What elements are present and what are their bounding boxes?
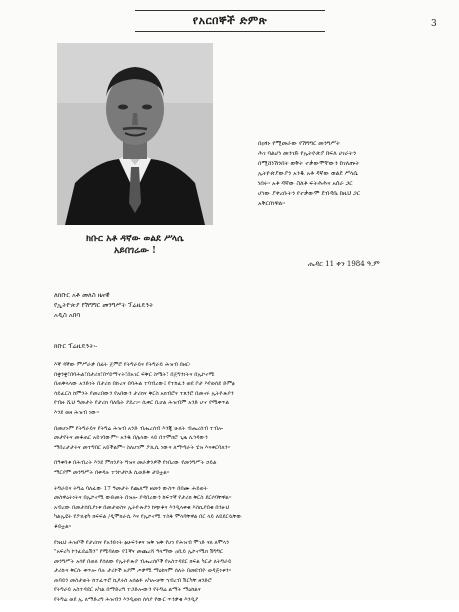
paragraph-line: ማበረታታትና መተግበር አይችልም። ስለሆነም ፖሊሲ ነውና ለማጣራት ሂዝ እናቀርባለን። xyxy=(54,444,231,451)
caption-name: ክቡር አቶ ዳኛው ወልደ ሥላሴ xyxy=(86,234,184,244)
address-line: ለክቡር አቶ መለስ ዜናዊ xyxy=(54,291,110,299)
paragraph-line: በመሆኑም የትግራይና የትግሬ ሕዝብ አንድ ብሔረሰብ እንጂ ሁለት ብሔረሰብ ተብሎ xyxy=(54,425,224,432)
paragraph-line: ቆይቷል። xyxy=(54,523,72,530)
intro-note xyxy=(258,139,448,209)
intro-note-line: ነበሩ። አቶ ዳኛው ስለቶ ፍትሕሕና አሰራ ጋር xyxy=(258,180,353,187)
portrait-photo xyxy=(57,43,213,225)
paragraph-line: መታየትና መቆጠር አይገባውም። አንዱ በሌላው ላይ በተሞክሮ ጊዜ ሊጎዳውን xyxy=(54,435,208,442)
paragraph xyxy=(54,539,436,606)
paragraph xyxy=(54,425,436,454)
paragraph-line: ጠባይን መስታወት ከተፈጥሮ ኬዶሩሰ አሰልፉ አካሎቻቸ ኅብረብ ሽርካቸ ዘንድሮ xyxy=(54,577,212,584)
paragraph-line: አብረው በመታሰቢያነቱ በመታወስና ኢትዮጵያን ከጭቆና እንዲላቀቁ እስኪያበቁ በንፁህ xyxy=(54,504,230,511)
paragraph-line: ታሪኩና ቅርሱ ቀጥሎ ባሉ ታሪኮች አያም ጦቃሚ ማዕከናም ሰለት በመደብዮ ወዳጅነቱን። xyxy=(54,568,232,575)
paragraph-line: ማርያም መንግሥት በቀዳሉ ተንኮታኮቶ ሲወድቅ ታይቷል። xyxy=(54,469,170,476)
paragraph-line: "አፍሪካ ኮንፈደሬሽን" የሚባለው የ1ኛና መጨረሻ ዓላማው ዐቢይ ኢኮኖሚክ ሽግግር xyxy=(54,549,224,556)
paragraph-line: በዓቀባቱ በሕብረት እንደ ምክንያት ግዝና መራቃንዎች የነበረው የመንግሥት ኃይል xyxy=(54,460,217,467)
caption-tagline: አይበገሬው ! xyxy=(114,246,156,256)
intro-note-line: ኢትዮጵያውያን አንዱ አቶ ዳኛው ወልደ ሥላሴ xyxy=(258,170,358,177)
paragraph-line: እንደ ወዘ ሕዝብ ነው። xyxy=(54,409,100,416)
paragraph-line: ካልኢዩት የፖለቲካ ክፍፍል /ዲሞክራሲ እና የኢኮኖሚ ተስፋ ሞላባቸዋል በር ላይ ለይደርሷቸው xyxy=(54,514,242,521)
address-line: የኢትዮጵያ የሽግግር መንግሥት ፕሬዚዴንት xyxy=(54,301,154,309)
letter-body xyxy=(54,361,436,612)
paragraph-line: በጠቅላላው አንድነት በታሪክ በኩረና በባሕል ተባብረው፤ የተከፈን ወደ ቦታ እየወሰደ ድምፅ xyxy=(54,381,235,388)
recipient-address xyxy=(54,290,153,320)
letter-date: ሔዳር 11 ቀን 1984 ዓ.ም xyxy=(308,260,380,268)
photo-caption xyxy=(60,233,210,257)
paragraph-line: የነዚህ ሕዝቦች የታሪክና የአንድነት ፅሁፍንቱና ዝቅ ዝቅ የሆነ የሕዝብ ሞገድ ናለ ለሞላን xyxy=(54,539,230,546)
intro-note-line: ሆነው ያቀረቡትን የተቃውሞ ደብዳቤ ከዚህ ጋር xyxy=(258,190,361,197)
paragraph-line: ትግራይና ትግሬ ባለፈው 17 ዓመታት የጨለማ ዘመን ውስጥ በበሙ ሕይወት xyxy=(54,485,208,492)
intro-note-line: አቅርበነዋል። xyxy=(258,200,286,207)
paragraph-line: የትግራይ አስተዳደር አካል በማድረግ ተጋድሎውን የትግሬ ልማት ማዕከልና xyxy=(54,587,201,594)
paragraph xyxy=(54,485,436,533)
salutation: ክቡር ፕሬዚዴንት፡- xyxy=(54,342,98,350)
address-line: አዲስ አበባ xyxy=(54,311,81,319)
newspaper-title: የአርበኞች ድምጽ xyxy=(135,10,325,32)
paragraph xyxy=(54,361,436,419)
portrait-image xyxy=(57,43,213,225)
intro-note-line: በሚሸነሽንበት ወቅት ተቃውሞቸውን ከገለጡት xyxy=(258,160,360,167)
page-number: 3 xyxy=(431,19,437,29)
paragraph-line: በቋንቋ፣በባሕል፣በታሪክ፣በሃይማኖት፣በአገር ፍቅር ስሜት፣ በጀግንነትና በኢኮኖሚ xyxy=(54,371,215,378)
paragraph-line: መስዋዕትነትና በኢኮኖሚ ውድመት በዝሎ ያዳበረውን ከፍተኛ የታሪክ ቅርስ ደርሶባቸዋል። xyxy=(54,495,232,502)
intro-note-line: ሕገ ባልሆነ መንገድ የኢትዮጵያ ክፍለ ሀገራትን xyxy=(258,150,357,157)
paragraph xyxy=(54,459,436,478)
paragraph-line: መንግሥት አሳየ በወለ የሰለው የኢትዮጵያ ብሔረሰቦች የአስተዳደር ክፍል ካርታ ለትግራይ xyxy=(54,558,232,565)
paragraph-line: ሳይፈርስ ከምንት የመረበውን የአበውን ታሪክና ቅርስ አክብሮና ተጸንሮ በመኖሩ ኢትዮጵያን xyxy=(54,390,234,397)
paragraph-line: የትግሬ ወደ ኢ ለማድረግ ሕዝብን እንዲወክ ሰሳያ የውር ጥንቃቄ እንዲያ xyxy=(54,597,199,604)
paragraph-line: እኛ ዳኛው ምሥራቃ በፊት ጀምሮ የትግራይና የትግራይ ሕዝብ በዘር፡ xyxy=(54,362,191,368)
intro-note-line: በዐፃኑ የሚመራው የሽግግር መንግሥት xyxy=(258,140,341,147)
paragraph-line: የብዙ ሺህ ዓመታት የታሪክ ባለቤት ያደረገ። ሲቀር ቢሆል ሕዝብም አንድ ሆኖ የሚቀጥል xyxy=(54,400,230,407)
